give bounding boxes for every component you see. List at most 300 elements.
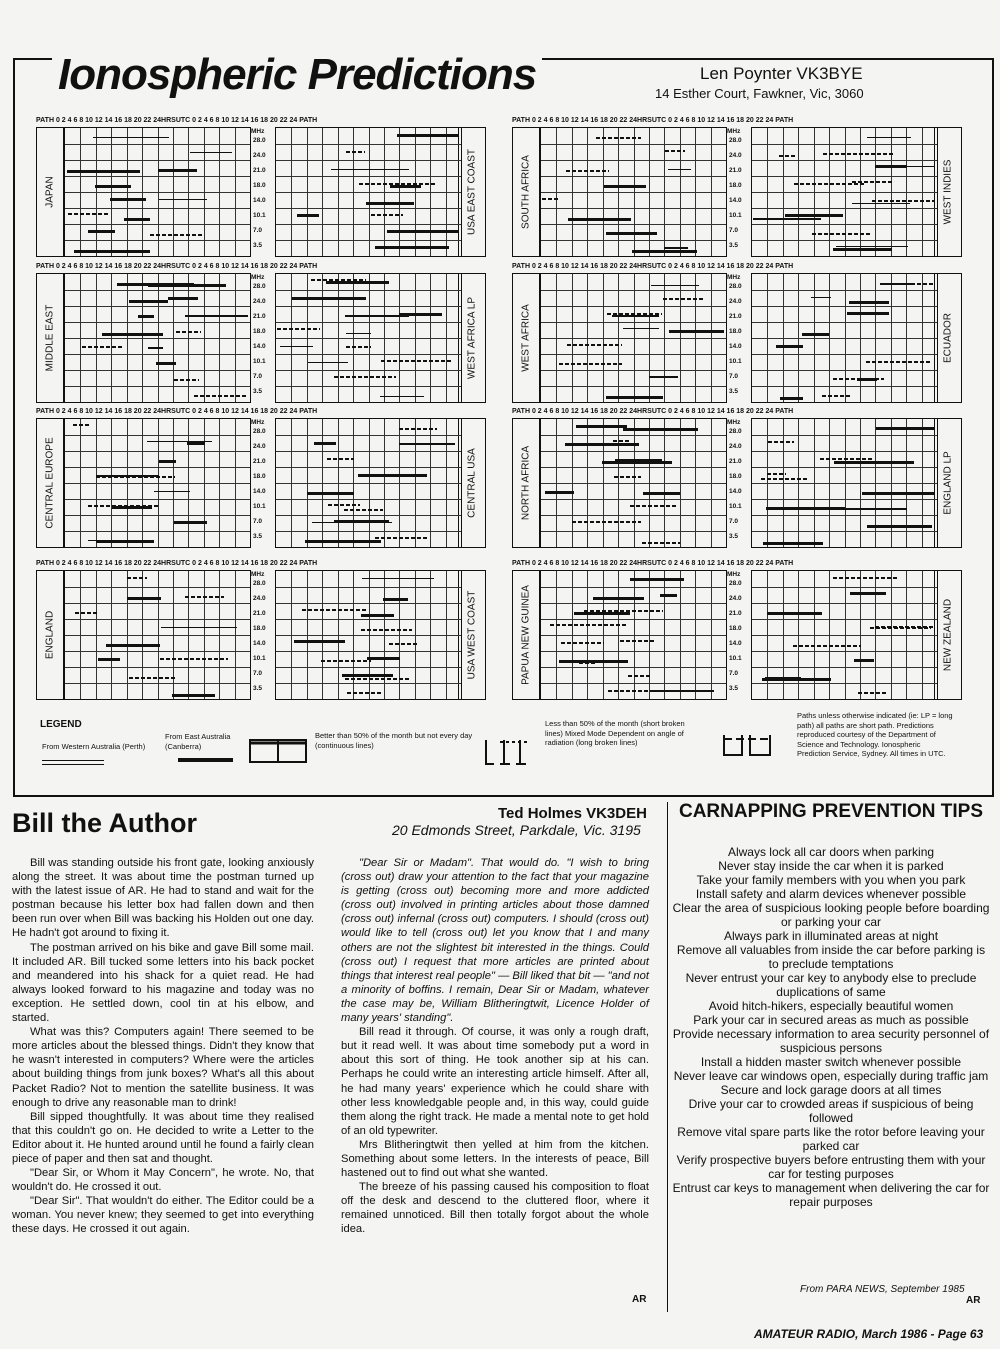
grid-hline bbox=[65, 515, 250, 516]
paragraph: Bill read it through. Of course, it was only a rough draft, but it read well. It was about time somebody put a word in about this sort of thing. He took another sip at his can. Perhaps he could write an interesting article himself. After all, he had many years' experience which he could share with other less knowledgable people and, in this way, could guide them along the right track. He made a mental note to get hold of an old typewriter. bbox=[341, 1026, 649, 1137]
frequency-label: 10.1 bbox=[253, 655, 266, 662]
grid-hline bbox=[65, 499, 250, 500]
grid-hline bbox=[752, 619, 937, 620]
grid-hline bbox=[752, 322, 937, 323]
trace-line bbox=[875, 165, 907, 168]
trace-line bbox=[602, 461, 672, 464]
tip-item: Take your family members with you when you park bbox=[696, 873, 966, 887]
trace-line bbox=[106, 644, 160, 647]
trace-line bbox=[632, 250, 697, 253]
tips-end-mark: AR bbox=[966, 1295, 981, 1306]
trace-line bbox=[606, 232, 657, 235]
path-label-box bbox=[512, 570, 540, 700]
trace-line bbox=[767, 473, 786, 475]
legend-western-line bbox=[42, 760, 104, 765]
grid-hline bbox=[752, 370, 937, 371]
path-label: ENGLAND LP bbox=[942, 451, 954, 515]
trace-line bbox=[854, 659, 874, 662]
trace-line bbox=[67, 170, 140, 173]
trace-line bbox=[794, 183, 866, 185]
trace-line bbox=[321, 660, 371, 662]
trace-line bbox=[572, 521, 641, 523]
trace-line bbox=[822, 395, 851, 397]
trace-line bbox=[156, 362, 177, 365]
trace-line bbox=[559, 660, 628, 663]
chart-axis-header: PATH 0 2 4 6 8 10 12 14 16 18 20 22 24HRSUTC 0 2 4 6 8 10 12 14 16 18 20 22 24 PATH bbox=[36, 408, 318, 415]
trace-line bbox=[630, 578, 684, 581]
grid-hline bbox=[65, 192, 250, 193]
grid-hline bbox=[752, 224, 937, 225]
grid-hline bbox=[276, 354, 461, 355]
grid-hline bbox=[541, 144, 726, 145]
trace-line bbox=[545, 491, 574, 494]
grid-hline bbox=[65, 603, 250, 604]
trace-line bbox=[277, 328, 320, 330]
grid-hline bbox=[541, 603, 726, 604]
trace-line bbox=[160, 658, 229, 660]
chart-grid bbox=[540, 570, 727, 700]
mhz-label: MHz bbox=[251, 128, 265, 135]
trace-line bbox=[302, 609, 367, 611]
tip-item: Always park in illuminated areas at night bbox=[723, 929, 939, 943]
mhz-label: MHz bbox=[727, 274, 741, 281]
frequency-label: 3.5 bbox=[253, 533, 263, 540]
grid-hline bbox=[276, 651, 461, 652]
paragraph: "Dear Sir or Madam". That would do. "I wish to bring (cross out) draw your attention to the fact that your magazine is getting (cross out) becoming more and more addicted (cross out) involved in printing articles about those damned (cross out) infernal (cross out) computers. I should (cross out) would like to tell (cross out) let you know that I and many others are not the slightest bit interested in the things. Could (cross out) I request that more articles are printed about things that interest real people" — Bill liked that bit — "and not a minority of boffins. I remain, Dear Sir or Madam, whatever the case may be, William Blitheringtwit, Licence Holder of many years' standing". bbox=[341, 857, 649, 1025]
grid-hline bbox=[276, 603, 461, 604]
prediction-chart bbox=[512, 560, 962, 700]
page-footer: AMATEUR RADIO, March 1986 - Page 63 bbox=[754, 1327, 984, 1341]
trace-line bbox=[294, 640, 345, 643]
trace-line bbox=[280, 346, 313, 348]
paragraph: "Dear Sir, or Whom it May Concern", he wrote. No, that wouldn't do. He crossed it out. bbox=[12, 1167, 314, 1194]
article-end-mark: AR bbox=[632, 1294, 647, 1305]
grid-hline bbox=[276, 224, 461, 225]
path-label-box bbox=[36, 418, 64, 548]
grid-hline bbox=[752, 306, 937, 307]
trace-line bbox=[812, 233, 870, 235]
trace-line bbox=[389, 643, 419, 645]
trace-line bbox=[565, 443, 638, 446]
grid-hline bbox=[752, 160, 937, 161]
tips-list bbox=[672, 845, 990, 1209]
trace-line bbox=[763, 542, 823, 545]
trace-line bbox=[390, 185, 420, 188]
grid-hline bbox=[541, 208, 726, 209]
trace-line bbox=[82, 346, 123, 348]
grid-hline bbox=[541, 499, 726, 500]
frequency-label: 18.0 bbox=[729, 182, 742, 189]
grid-hline bbox=[276, 435, 461, 436]
grid-hline bbox=[65, 531, 250, 532]
mhz-label: MHz bbox=[727, 419, 741, 426]
trace-line bbox=[98, 658, 120, 661]
grid-hline bbox=[541, 290, 726, 291]
trace-line bbox=[593, 597, 644, 600]
frequency-label: 10.1 bbox=[729, 212, 742, 219]
tip-item: Secure and lock garage doors at all times bbox=[720, 1083, 942, 1097]
trace-line bbox=[862, 492, 934, 495]
grid-hline bbox=[752, 483, 937, 484]
trace-line bbox=[159, 460, 176, 463]
grid-hline bbox=[752, 603, 937, 604]
frequency-label: 3.5 bbox=[729, 388, 739, 395]
grid-hline bbox=[752, 176, 937, 177]
mhz-label: MHz bbox=[251, 274, 265, 281]
trace-line bbox=[559, 363, 622, 365]
predictions-address: 14 Esther Court, Fawkner, Vic, 3060 bbox=[655, 86, 864, 101]
grid-hline bbox=[65, 224, 250, 225]
trace-line bbox=[342, 674, 393, 677]
trace-line bbox=[561, 642, 604, 644]
chart-grid bbox=[751, 273, 938, 403]
trace-line bbox=[68, 213, 108, 215]
grid-hline bbox=[65, 306, 250, 307]
path-label: WEST INDIES bbox=[942, 159, 954, 225]
frequency-label: 7.0 bbox=[729, 670, 739, 677]
tip-item: Install safety and alarm devices whenever possible bbox=[695, 887, 967, 901]
trace-line bbox=[148, 347, 163, 349]
trace-line bbox=[292, 297, 366, 300]
trace-line bbox=[399, 313, 442, 316]
prediction-chart bbox=[36, 263, 486, 403]
grid-hline bbox=[541, 354, 726, 355]
trace-line bbox=[314, 442, 337, 445]
grid-hline bbox=[65, 354, 250, 355]
trace-line bbox=[628, 675, 652, 677]
chart-grid bbox=[64, 127, 251, 257]
grid-hline bbox=[276, 499, 461, 500]
frequency-label: 24.0 bbox=[253, 595, 266, 602]
frequency-label: 10.1 bbox=[253, 358, 266, 365]
paragraph: Bill was standing outside his front gate, looking anxiously along the street. It was about time the postman turned up with the latest issue of AR. He had to stand and wait for the postman because his letter box had fallen down and then been run over when Bill was backing his Holden out one day. He hadn't got around to fixing it. bbox=[12, 857, 314, 940]
grid-hline bbox=[752, 338, 937, 339]
frequency-label: 24.0 bbox=[729, 152, 742, 159]
path-label: PAPUA NEW GUINEA bbox=[520, 585, 532, 685]
trace-line bbox=[847, 312, 889, 315]
grid-hline bbox=[541, 683, 726, 684]
grid-hline bbox=[276, 667, 461, 668]
trace-line bbox=[375, 537, 428, 539]
grid-hline bbox=[752, 435, 937, 436]
path-label-box bbox=[934, 273, 962, 403]
trace-line bbox=[361, 629, 412, 631]
frequency-label: 28.0 bbox=[729, 283, 742, 290]
trace-line bbox=[880, 283, 912, 285]
frequency-label: 7.0 bbox=[253, 670, 263, 677]
trace-line bbox=[668, 169, 691, 171]
predictions-author: Len Poynter VK3BYE bbox=[700, 64, 863, 83]
trace-line bbox=[642, 542, 680, 544]
grid-hline bbox=[541, 587, 726, 588]
frequency-label: 7.0 bbox=[253, 518, 263, 525]
frequency-label: 21.0 bbox=[729, 167, 742, 174]
mhz-label: MHz bbox=[727, 571, 741, 578]
grid-hline bbox=[65, 683, 250, 684]
frequency-label: 3.5 bbox=[729, 533, 739, 540]
prediction-chart bbox=[512, 117, 962, 257]
tip-item: Entrust car keys to management when delivering the car for repair purposes bbox=[672, 1181, 990, 1209]
legend-less: Less than 50% of the month (short broken lines) Mixed Mode Dependent on angle of radiation (long broken lines) bbox=[545, 719, 685, 747]
grid-hline bbox=[276, 208, 461, 209]
frequency-label: 14.0 bbox=[253, 488, 266, 495]
mhz-label: MHz bbox=[727, 128, 741, 135]
chart-grid bbox=[275, 570, 462, 700]
prediction-chart bbox=[36, 560, 486, 700]
trace-line bbox=[820, 458, 872, 460]
trace-line bbox=[643, 492, 680, 495]
frequency-label: 24.0 bbox=[729, 595, 742, 602]
trace-line bbox=[154, 491, 190, 493]
grid-hline bbox=[541, 322, 726, 323]
tip-item: Remove vital spare parts like the rotor before leaving your parked car bbox=[677, 1125, 985, 1153]
frequency-label: 24.0 bbox=[253, 298, 266, 305]
mhz-label: MHz bbox=[251, 419, 265, 426]
legend-title: LEGEND bbox=[40, 719, 82, 730]
trace-line bbox=[606, 396, 664, 399]
grid-hline bbox=[276, 467, 461, 468]
grid-hline bbox=[752, 451, 937, 452]
legend-western: From Western Australia (Perth) bbox=[42, 742, 146, 751]
trace-line bbox=[358, 474, 427, 477]
frequency-label: 7.0 bbox=[253, 373, 263, 380]
grid-hline bbox=[752, 386, 937, 387]
tip-item: Never leave car windows open, especially during traffic jam bbox=[673, 1069, 989, 1083]
trace-line bbox=[660, 594, 677, 597]
trace-line bbox=[95, 185, 131, 188]
grid-hline bbox=[65, 587, 250, 588]
grid-hline bbox=[276, 483, 461, 484]
trace-line bbox=[172, 694, 215, 697]
grid-hline bbox=[276, 290, 461, 291]
trace-line bbox=[381, 360, 452, 362]
chart-axis-header: PATH 0 2 4 6 8 10 12 14 16 18 20 22 24HRSUTC 0 2 4 6 8 10 12 14 16 18 20 22 24 PATH bbox=[512, 560, 794, 567]
trace-line bbox=[550, 624, 628, 626]
chart-axis-header: PATH 0 2 4 6 8 10 12 14 16 18 20 22 24HRSUTC 0 2 4 6 8 10 12 14 16 18 20 22 24 PATH bbox=[512, 408, 794, 415]
trace-line bbox=[334, 376, 396, 378]
frequency-label: 18.0 bbox=[253, 473, 266, 480]
legend-broken-icon bbox=[482, 736, 540, 768]
grid-hline bbox=[541, 176, 726, 177]
trace-line bbox=[361, 614, 394, 617]
grid-hline bbox=[276, 531, 461, 532]
frequency-label: 18.0 bbox=[253, 625, 266, 632]
frequency-label: 14.0 bbox=[729, 197, 742, 204]
frequency-label: 10.1 bbox=[729, 503, 742, 510]
paragraph: What was this? Computers again! There seemed to be more articles about the blessed things. Didn't they know that he wasn't interested in computers? Where were the articles about building things from junk boxes? What's all this about Packet Radio? Not to mention the satellite business. It was enough to drive any reasonable man to drink! bbox=[12, 1026, 314, 1109]
frequency-label: 3.5 bbox=[253, 242, 263, 249]
grid-hline bbox=[65, 467, 250, 468]
path-label-box bbox=[934, 127, 962, 257]
grid-hline bbox=[752, 587, 937, 588]
trace-line bbox=[584, 610, 663, 612]
trace-line bbox=[312, 522, 391, 524]
trace-line bbox=[307, 492, 354, 495]
legend-notes: Paths unless otherwise indicated (ie: LP = long path) all paths are short path. Predictions reproduced courtesy of the Department of Science and Technology. Ionospheric Prediction Service, Sydney. All times in UTC. bbox=[797, 711, 953, 758]
tip-item: Avoid hitch-hikers, especially beautiful women bbox=[708, 999, 954, 1013]
trace-line bbox=[110, 198, 146, 201]
grid-hline bbox=[65, 290, 250, 291]
trace-line bbox=[93, 137, 168, 139]
trace-line bbox=[168, 297, 199, 300]
trace-line bbox=[802, 333, 829, 336]
trace-line bbox=[380, 396, 425, 398]
trace-line bbox=[779, 155, 796, 157]
path-label: CENTRAL EUROPE bbox=[44, 437, 56, 529]
trace-line bbox=[159, 199, 207, 201]
path-label: ENGLAND bbox=[44, 610, 56, 660]
trace-line bbox=[833, 577, 900, 579]
path-label: WEST AFRICA bbox=[520, 304, 532, 372]
frequency-label: 10.1 bbox=[253, 212, 266, 219]
trace-line bbox=[857, 378, 877, 381]
trace-line bbox=[185, 596, 224, 598]
chart-axis-header: PATH 0 2 4 6 8 10 12 14 16 18 20 22 24HRSUTC 0 2 4 6 8 10 12 14 16 18 20 22 24 PATH bbox=[36, 560, 318, 567]
grid-hline bbox=[276, 338, 461, 339]
frequency-label: 3.5 bbox=[253, 388, 263, 395]
frequency-label: 28.0 bbox=[729, 428, 742, 435]
trace-line bbox=[190, 152, 233, 154]
path-label-box bbox=[934, 570, 962, 700]
grid-hline bbox=[541, 192, 726, 193]
grid-hline bbox=[752, 531, 937, 532]
trace-line bbox=[328, 504, 360, 506]
trace-line bbox=[663, 298, 704, 300]
trace-line bbox=[194, 395, 248, 397]
frequency-label: 7.0 bbox=[253, 227, 263, 234]
grid-hline bbox=[276, 587, 461, 588]
grid-hline bbox=[65, 144, 250, 145]
predictions-title: Ionospheric Predictions bbox=[52, 50, 542, 100]
frequency-label: 28.0 bbox=[729, 137, 742, 144]
trace-line bbox=[96, 540, 154, 543]
prediction-chart bbox=[36, 408, 486, 548]
trace-line bbox=[345, 678, 409, 680]
chart-grid bbox=[275, 418, 462, 548]
trace-line bbox=[127, 597, 161, 600]
grid-hline bbox=[752, 354, 937, 355]
path-label-box bbox=[512, 418, 540, 548]
grid-hline bbox=[752, 240, 937, 241]
frequency-label: 3.5 bbox=[729, 242, 739, 249]
path-label: NORTH AFRICA bbox=[520, 445, 532, 521]
frequency-label: 14.0 bbox=[729, 640, 742, 647]
article-address: 20 Edmonds Street, Parkdale, Vic. 3195 bbox=[392, 822, 641, 838]
grid-hline bbox=[541, 619, 726, 620]
path-label: USA WEST COAST bbox=[466, 590, 478, 680]
frequency-label: 7.0 bbox=[729, 518, 739, 525]
trace-line bbox=[327, 458, 354, 460]
trace-line bbox=[776, 345, 803, 348]
tip-item: Never entrust your car key to anybody else to preclude duplications of same bbox=[685, 971, 977, 999]
frequency-label: 21.0 bbox=[729, 313, 742, 320]
trace-line bbox=[359, 183, 435, 185]
trace-line bbox=[793, 645, 861, 647]
trace-line bbox=[346, 151, 364, 153]
grid-hline bbox=[541, 306, 726, 307]
frequency-label: 18.0 bbox=[729, 328, 742, 335]
trace-line bbox=[174, 521, 207, 524]
path-label-box bbox=[36, 570, 64, 700]
grid-hline bbox=[541, 386, 726, 387]
trace-line bbox=[858, 692, 886, 694]
tips-source: From PARA NEWS, September 1985 bbox=[800, 1284, 965, 1295]
tip-item: Verify prospective buyers before entrusting them with your car for testing purposes bbox=[676, 1153, 986, 1181]
tips-title: CARNAPPING PREVENTION TIPS bbox=[678, 801, 984, 822]
trace-line bbox=[867, 525, 932, 528]
chart-grid bbox=[540, 273, 727, 403]
trace-line bbox=[567, 344, 622, 346]
frequency-label: 28.0 bbox=[729, 580, 742, 587]
grid-hline bbox=[65, 635, 250, 636]
grid-hline bbox=[752, 667, 937, 668]
chart-axis-header: PATH 0 2 4 6 8 10 12 14 16 18 20 22 24HRSUTC 0 2 4 6 8 10 12 14 16 18 20 22 24 PATH bbox=[512, 117, 794, 124]
trace-line bbox=[387, 230, 459, 233]
legend-better: Better than 50% of the month but not every day (continuous lines) bbox=[315, 731, 473, 750]
grid-hline bbox=[752, 499, 937, 500]
grid-hline bbox=[276, 515, 461, 516]
trace-line bbox=[649, 376, 678, 378]
trace-line bbox=[74, 250, 150, 253]
frequency-label: 3.5 bbox=[253, 685, 263, 692]
path-label: CENTRAL USA bbox=[466, 448, 478, 518]
path-label: SOUTH AFRICA bbox=[520, 155, 532, 229]
trace-line bbox=[823, 153, 894, 155]
trace-line bbox=[623, 428, 698, 431]
grid-hline bbox=[752, 290, 937, 291]
trace-line bbox=[346, 333, 371, 335]
grid-hline bbox=[541, 635, 726, 636]
trace-line bbox=[161, 627, 237, 629]
grid-hline bbox=[541, 667, 726, 668]
chart-grid bbox=[275, 273, 462, 403]
trace-line bbox=[96, 476, 175, 478]
chart-grid bbox=[64, 273, 251, 403]
article-author: Ted Holmes VK3DEH bbox=[498, 805, 647, 822]
grid-hline bbox=[65, 386, 250, 387]
paragraph: Mrs Blitheringtwit then yelled at him from the kitchen. Something about some letters. In the interests of peace, Bill hastened out to find out what she wanted. bbox=[341, 1138, 649, 1180]
trace-line bbox=[612, 315, 659, 317]
grid-hline bbox=[65, 208, 250, 209]
frequency-label: 18.0 bbox=[729, 625, 742, 632]
grid-hline bbox=[752, 515, 937, 516]
grid-hline bbox=[276, 683, 461, 684]
grid-hline bbox=[65, 338, 250, 339]
frequency-label: 14.0 bbox=[253, 640, 266, 647]
frequency-label: 28.0 bbox=[253, 137, 266, 144]
grid-hline bbox=[541, 370, 726, 371]
frequency-label: 7.0 bbox=[729, 227, 739, 234]
path-label-box bbox=[458, 418, 486, 548]
trace-line bbox=[780, 397, 803, 400]
grid-hline bbox=[752, 144, 937, 145]
chart-grid bbox=[64, 418, 251, 548]
grid-hline bbox=[276, 370, 461, 371]
trace-line bbox=[852, 203, 910, 205]
grid-hline bbox=[541, 467, 726, 468]
trace-line bbox=[766, 507, 845, 510]
grid-hline bbox=[276, 451, 461, 452]
path-label-box bbox=[36, 127, 64, 257]
frequency-label: 18.0 bbox=[253, 182, 266, 189]
grid-hline bbox=[541, 160, 726, 161]
trace-line bbox=[850, 592, 885, 595]
trace-line bbox=[614, 476, 640, 478]
trace-line bbox=[669, 330, 724, 333]
trace-line bbox=[331, 169, 408, 171]
trace-line bbox=[124, 218, 150, 221]
trace-line bbox=[623, 328, 659, 330]
